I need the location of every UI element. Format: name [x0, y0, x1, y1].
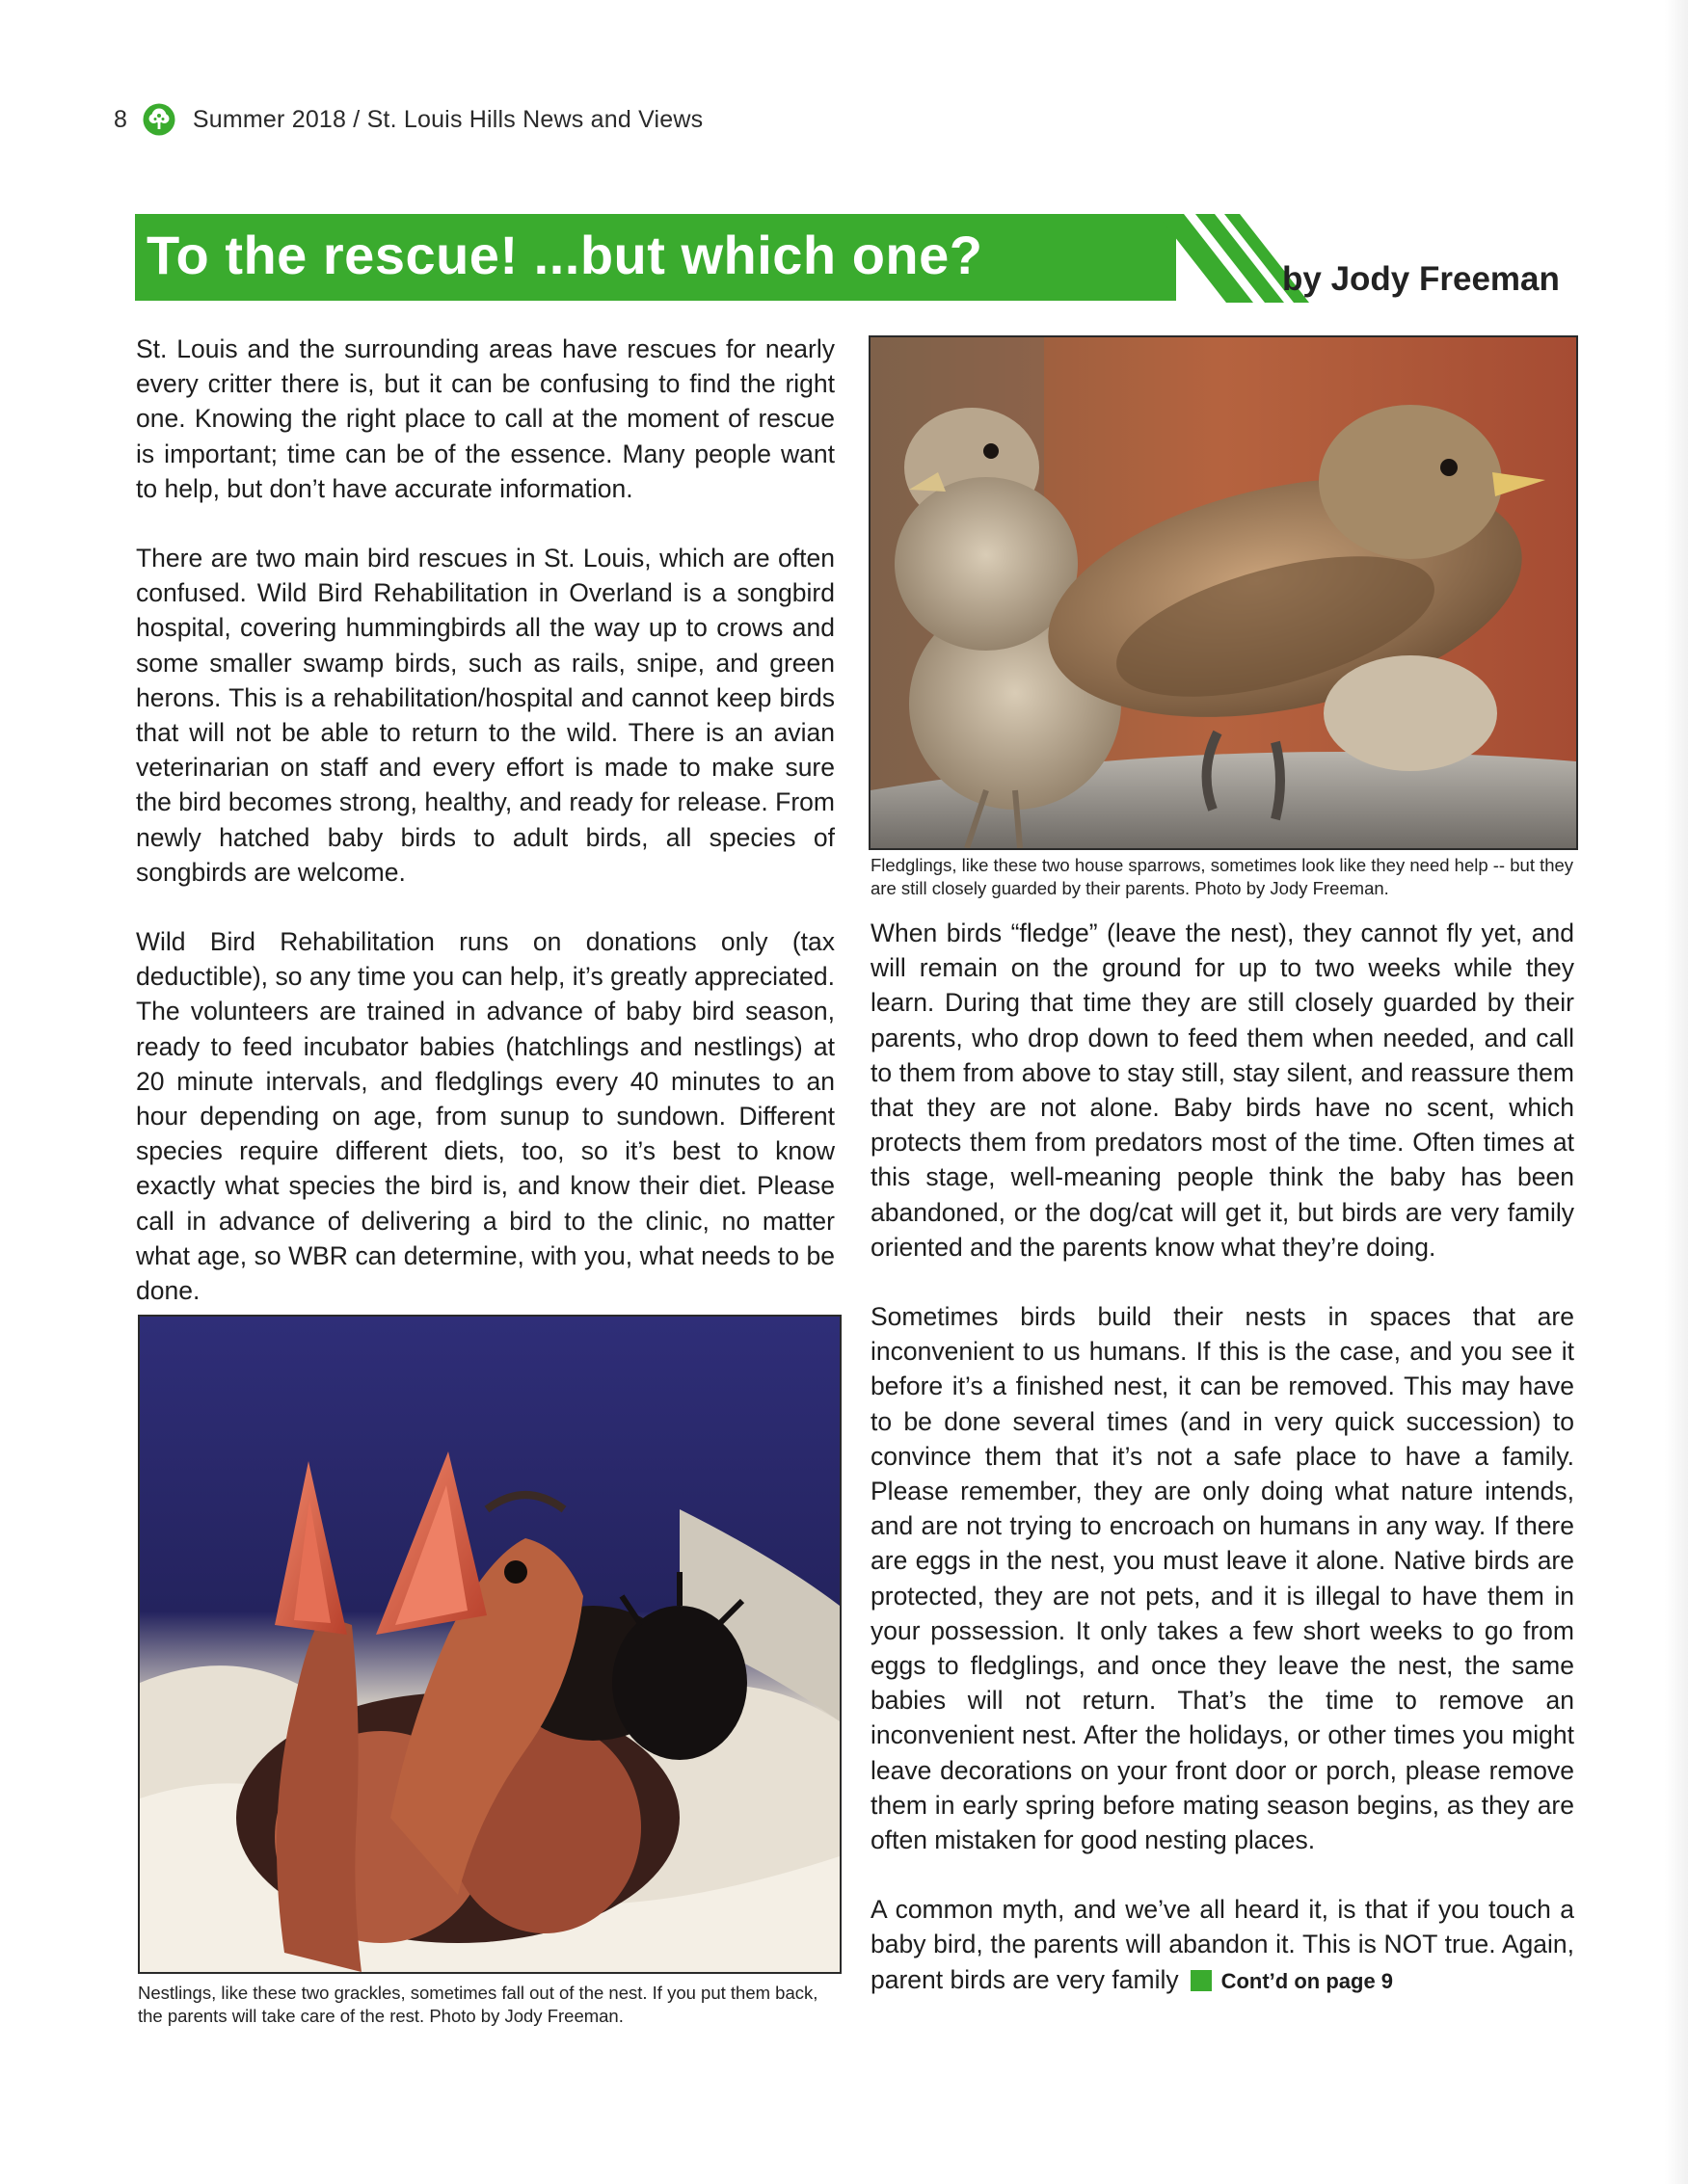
- paragraph: There are two main bird rescues in St. Louis, which are often confused. Wild Bird Rehabilitation in Overland is a songbird hospital, covering hummingbirds all the way up to crows and some smaller swamp birds, such as rails, snipe, and green herons. This is a rehabilitation/hospital and cannot keep birds that will not be able to return to the wild. There is an avian veterinarian on staff and every effort is made to make sure the bird becomes strong, healthy, and ready for release. From newly hatched baby birds to adult birds, all species of songbirds are welcome.: [136, 544, 835, 887]
- article-title: To the rescue! ...but which one?: [147, 225, 983, 285]
- page-number: 8: [114, 105, 127, 133]
- article-byline: by Jody Freeman: [1282, 260, 1560, 298]
- sparrows-photo-caption: Fledglings, like these two house sparrows, sometimes look like they need help -- but they are still closely guarded by their parents. Photo by Jody Freeman.: [871, 855, 1574, 898]
- paragraph: St. Louis and the surrounding areas have rescues for nearly every critter there is, but it can be confusing to find the right one. Knowing the right place to call at the moment of rescue is important; time can be of the essence. Many people want to help, but don’t have accurate information.: [136, 334, 835, 503]
- paragraph: Wild Bird Rehabilitation runs on donations only (tax deductible), so any time you can help, it’s greatly appreciated. The volunteers are trained in advance of baby bird season, ready to feed incubator babies (hatchlings and nestlings) at 20 minute intervals, and fledglings every 40 minutes to an hour depending on age, from sunup to sundown. Different species require different diets, too, so it’s best to know exactly what species the bird is, and know their diet. Please call in advance of delivering a bird to the clinic, no matter what age, so WBR can determine, with you, what needs to be done.: [136, 927, 835, 1306]
- sparrows-photo: [869, 335, 1578, 850]
- paragraph: Sometimes birds build their nests in spaces that are inconvenient to us humans. If this is the case, and you see it before it’s a finished nest, it can be removed. This may have to be done several times (and in very quick succession) to convince them that it’s not a safe place to have a family. Please remember, they are only doing what nature intends, and are not trying to encroach on humans in any way. If there are eggs in the nest, you must leave it alone. Native birds are protected, they are not pets, and it is illegal to have them in your possession. It only takes a few short weeks to go from eggs to fledglings, and once they leave the nest, the same babies will not return. That’s the time to remove an inconvenient nest. After the holidays, or other times you might leave decorations on your front door or porch, please remove them in early spring before mating season begins, as they are often mistaken for good nesting places.: [871, 1302, 1574, 1855]
- publication-title: Summer 2018 / St. Louis Hills News and Views: [192, 105, 704, 133]
- paragraph-text: A common myth, and we’ve all heard it, is that if you touch a baby bird, the parents will abandon it. This is NOT true. Again, parent birds are very family: [871, 1895, 1574, 1994]
- tree-logo-icon: [143, 103, 175, 136]
- paragraph-last: [871, 1892, 1574, 1999]
- continued-marker-icon: [1191, 1970, 1212, 1991]
- paragraph: When birds “fledge” (leave the nest), they cannot fly yet, and will remain on the ground for up to two weeks while they learn. During that time they are still closely guarded by their parents, who drop down to feed them when needed, and call to them from above to stay still, stay silent, and reassure them that they are not alone. Baby birds have no scent, which protects them from predators most of the time. Often times at this stage, well-meaning people think the baby has been abandoned, or the dog/cat will get it, but birds are very family oriented and the parents know what they’re doing.: [871, 919, 1574, 1262]
- running-header: [114, 100, 703, 139]
- article-title-banner: [135, 214, 1248, 303]
- scan-edge-shading: [1665, 0, 1688, 2184]
- right-column: [871, 916, 1574, 1999]
- continued-note: Cont’d on page 9: [1220, 1968, 1394, 1993]
- left-column: [136, 332, 835, 1343]
- nestlings-photo: [138, 1315, 842, 1974]
- nestlings-photo-caption: Nestlings, like these two grackles, sometimes fall out of the nest. If you put them back, the parents will take care of the rest. Photo by Jody Freeman.: [138, 1983, 818, 2026]
